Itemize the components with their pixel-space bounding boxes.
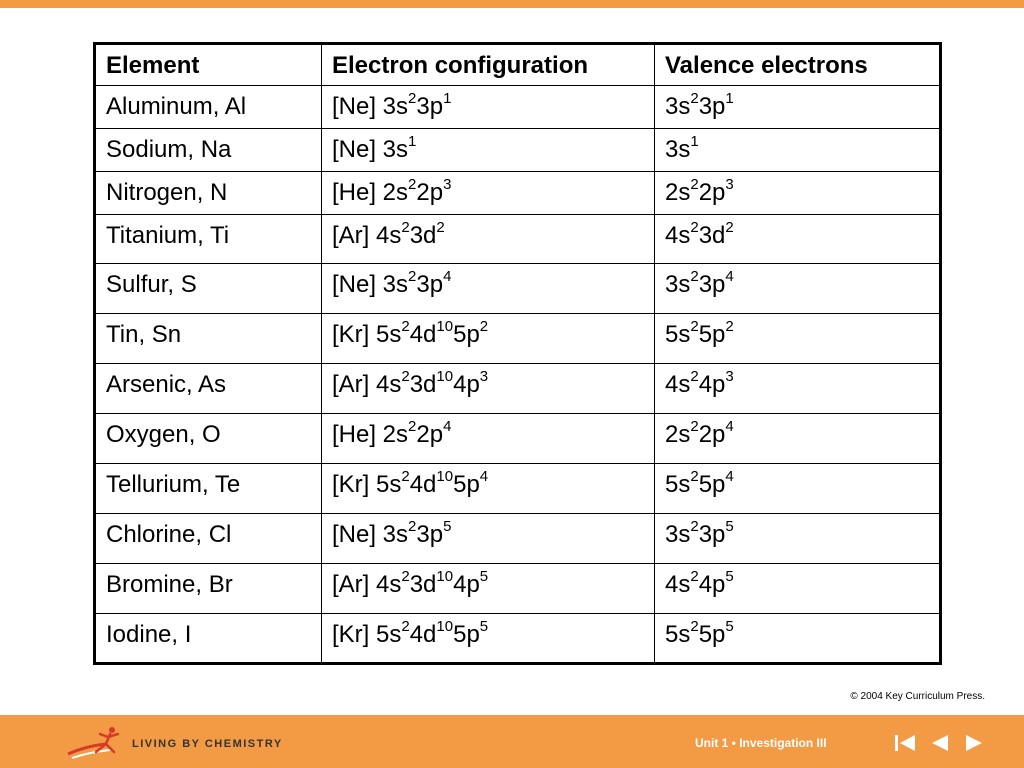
cell-valence-electrons [655, 172, 941, 215]
orbital-text: 4p [453, 371, 480, 398]
orbital-text: 5s [665, 321, 691, 348]
table-body [95, 86, 941, 664]
table-row [95, 264, 941, 314]
electron-count-superscript: 10 [436, 318, 454, 335]
electron-count-superscript: 5 [725, 568, 734, 585]
cell-electron-configuration [322, 215, 655, 264]
cell-element: Sodium, Na [95, 129, 322, 172]
electron-count-superscript: 3 [725, 368, 734, 385]
orbital-text: 4p [698, 571, 726, 598]
electron-count-superscript: 2 [690, 518, 699, 535]
electron-count-superscript: 2 [690, 468, 699, 485]
electron-count-superscript: 2 [408, 90, 417, 107]
orbital-text: 2p [698, 421, 726, 448]
orbital-text: [Kr] 5s [332, 471, 402, 498]
orbital-text: 5p [698, 621, 726, 648]
orbital-text: [He] 2s [332, 421, 409, 448]
orbital-text: 2p [416, 421, 444, 448]
orbital-text: 5s [665, 471, 691, 498]
cell-element: Tellurium, Te [95, 464, 322, 514]
orbital-text: 4d [409, 471, 437, 498]
electron-count-superscript: 2 [725, 219, 734, 236]
orbital-text: [Ne] 3s [332, 521, 409, 548]
cell-valence-electrons [655, 86, 941, 129]
electron-count-superscript: 2 [408, 176, 417, 193]
orbital-text: 5p [698, 471, 726, 498]
electron-count-superscript: 2 [401, 368, 410, 385]
orbital-text: 3p [698, 521, 726, 548]
copyright-text: © 2004 Key Curriculum Press. [850, 691, 985, 702]
cell-electron-configuration [322, 514, 655, 564]
cell-element: Sulfur, S [95, 264, 322, 314]
cell-valence-electrons [655, 614, 941, 664]
orbital-text: 3s [665, 271, 691, 298]
orbital-text: 5p [453, 321, 480, 348]
table-row [95, 129, 941, 172]
cell-valence-electrons [655, 564, 941, 614]
orbital-text: 4d [409, 621, 437, 648]
unit-investigation-label: Unit 1 • Investigation III [695, 736, 827, 750]
orbital-text: 3s [665, 93, 691, 120]
table-row [95, 314, 941, 364]
orbital-text: 3p [416, 93, 444, 120]
table-header-row [95, 44, 941, 86]
electron-config-table-container [93, 42, 942, 665]
orbital-text: 3d [698, 222, 726, 249]
electron-count-superscript: 4 [725, 268, 734, 285]
cell-electron-configuration [322, 129, 655, 172]
orbital-text: 3p [698, 93, 726, 120]
electron-count-superscript: 2 [401, 618, 410, 635]
cell-element: Titanium, Ti [95, 215, 322, 264]
cell-electron-configuration [322, 86, 655, 129]
table-row [95, 86, 941, 129]
cell-valence-electrons [655, 364, 941, 414]
electron-count-superscript: 2 [401, 568, 410, 585]
cell-valence-electrons [655, 514, 941, 564]
orbital-text: [Ne] 3s [332, 93, 409, 120]
electron-count-superscript: 4 [725, 468, 734, 485]
cell-electron-configuration [322, 264, 655, 314]
cell-electron-configuration [322, 314, 655, 364]
orbital-text: 4s [665, 222, 691, 249]
electron-count-superscript: 2 [690, 90, 699, 107]
orbital-text: [Ar] 4s [332, 371, 402, 398]
orbital-text: 4s [665, 571, 691, 598]
orbital-text: 4s [665, 371, 691, 398]
orbital-text: 4p [698, 371, 726, 398]
cell-valence-electrons [655, 314, 941, 364]
electron-count-superscript: 5 [443, 518, 452, 535]
orbital-text: 5p [453, 621, 480, 648]
cell-element: Chlorine, Cl [95, 514, 322, 564]
orbital-text: 2p [698, 179, 726, 206]
electron-count-superscript: 5 [725, 618, 734, 635]
orbital-text: 5p [453, 471, 480, 498]
electron-count-superscript: 2 [436, 219, 445, 236]
orbital-text: 2s [665, 421, 691, 448]
electron-count-superscript: 10 [436, 618, 454, 635]
orbital-text: 3d [409, 371, 437, 398]
electron-count-superscript: 3 [479, 368, 489, 385]
electron-count-superscript: 2 [690, 176, 699, 193]
cell-electron-configuration [322, 364, 655, 414]
orbital-text: 4p [453, 571, 480, 598]
top-accent-bar [0, 0, 1024, 8]
electron-count-superscript: 1 [408, 133, 417, 150]
cell-valence-electrons [655, 464, 941, 514]
orbital-text: 3s [665, 136, 691, 163]
cell-electron-configuration [322, 464, 655, 514]
table-row [95, 215, 941, 264]
cell-valence-electrons [655, 414, 941, 464]
table-row [95, 564, 941, 614]
electron-count-superscript: 3 [443, 176, 452, 193]
orbital-text: 2p [416, 179, 444, 206]
orbital-text: 3d [409, 571, 437, 598]
orbital-text: [Kr] 5s [332, 321, 402, 348]
electron-count-superscript: 2 [690, 568, 699, 585]
orbital-text: 3p [416, 271, 444, 298]
cell-element: Nitrogen, N [95, 172, 322, 215]
orbital-text: [Kr] 5s [332, 621, 402, 648]
electron-count-superscript: 2 [690, 318, 699, 335]
table-row [95, 414, 941, 464]
electron-count-superscript: 3 [725, 176, 734, 193]
electron-count-superscript: 2 [690, 268, 699, 285]
electron-count-superscript: 4 [443, 418, 452, 435]
orbital-text: 5s [665, 621, 691, 648]
cell-valence-electrons [655, 264, 941, 314]
cell-electron-configuration [322, 614, 655, 664]
header-element: Element [95, 44, 322, 86]
electron-count-superscript: 2 [479, 318, 489, 335]
brand-name: LIVING BY CHEMISTRY [132, 738, 283, 750]
table-row [95, 172, 941, 215]
orbital-text: [Ar] 4s [332, 571, 402, 598]
cell-electron-configuration [322, 564, 655, 614]
electron-count-superscript: 4 [479, 468, 489, 485]
electron-count-superscript: 2 [690, 219, 699, 236]
cell-element: Iodine, I [95, 614, 322, 664]
electron-count-superscript: 2 [690, 368, 699, 385]
electron-count-superscript: 10 [436, 468, 454, 485]
electron-count-superscript: 2 [725, 318, 734, 335]
electron-count-superscript: 2 [690, 418, 699, 435]
next-icon[interactable] [962, 734, 984, 752]
runner-logo-icon [66, 722, 130, 762]
cell-element: Oxygen, O [95, 414, 322, 464]
electron-count-superscript: 10 [436, 568, 454, 585]
electron-count-superscript: 2 [408, 418, 417, 435]
electron-count-superscript: 2 [401, 468, 410, 485]
cell-element: Arsenic, As [95, 364, 322, 414]
orbital-text: 2s [665, 179, 691, 206]
electron-count-superscript: 5 [725, 518, 734, 535]
cell-valence-electrons [655, 129, 941, 172]
cell-valence-electrons [655, 215, 941, 264]
electron-count-superscript: 10 [436, 368, 454, 385]
electron-count-superscript: 4 [443, 268, 452, 285]
electron-count-superscript: 2 [401, 318, 410, 335]
electron-count-superscript: 2 [690, 618, 699, 635]
table-row [95, 614, 941, 664]
cell-element: Tin, Sn [95, 314, 322, 364]
orbital-text: 5p [698, 321, 726, 348]
cell-electron-configuration [322, 414, 655, 464]
orbital-text: [Ar] 4s [332, 222, 402, 249]
table-row [95, 364, 941, 414]
cell-element: Aluminum, Al [95, 86, 322, 129]
electron-count-superscript: 5 [479, 568, 489, 585]
electron-count-superscript: 1 [725, 90, 734, 107]
orbital-text: [Ne] 3s [332, 271, 409, 298]
orbital-text: 3p [416, 521, 444, 548]
header-electron-configuration: Electron configuration [322, 44, 655, 86]
electron-count-superscript: 2 [401, 219, 410, 236]
electron-count-superscript: 5 [479, 618, 489, 635]
header-valence-electrons: Valence electrons [655, 44, 941, 86]
electron-config-table [93, 42, 942, 665]
table-row [95, 464, 941, 514]
orbital-text: 4d [409, 321, 437, 348]
electron-count-superscript: 4 [725, 418, 734, 435]
electron-count-superscript: 2 [408, 268, 417, 285]
orbital-text: [Ne] 3s [332, 136, 409, 163]
orbital-text: 3p [698, 271, 726, 298]
cell-element: Bromine, Br [95, 564, 322, 614]
orbital-text: 3s [665, 521, 691, 548]
orbital-text: 3d [409, 222, 437, 249]
electron-count-superscript: 2 [408, 518, 417, 535]
cell-electron-configuration [322, 172, 655, 215]
orbital-text: [He] 2s [332, 179, 409, 206]
table-row [95, 514, 941, 564]
electron-count-superscript: 1 [690, 133, 699, 150]
previous-icon[interactable] [930, 734, 952, 752]
skip-to-first-icon[interactable] [894, 734, 916, 752]
electron-count-superscript: 1 [443, 90, 452, 107]
